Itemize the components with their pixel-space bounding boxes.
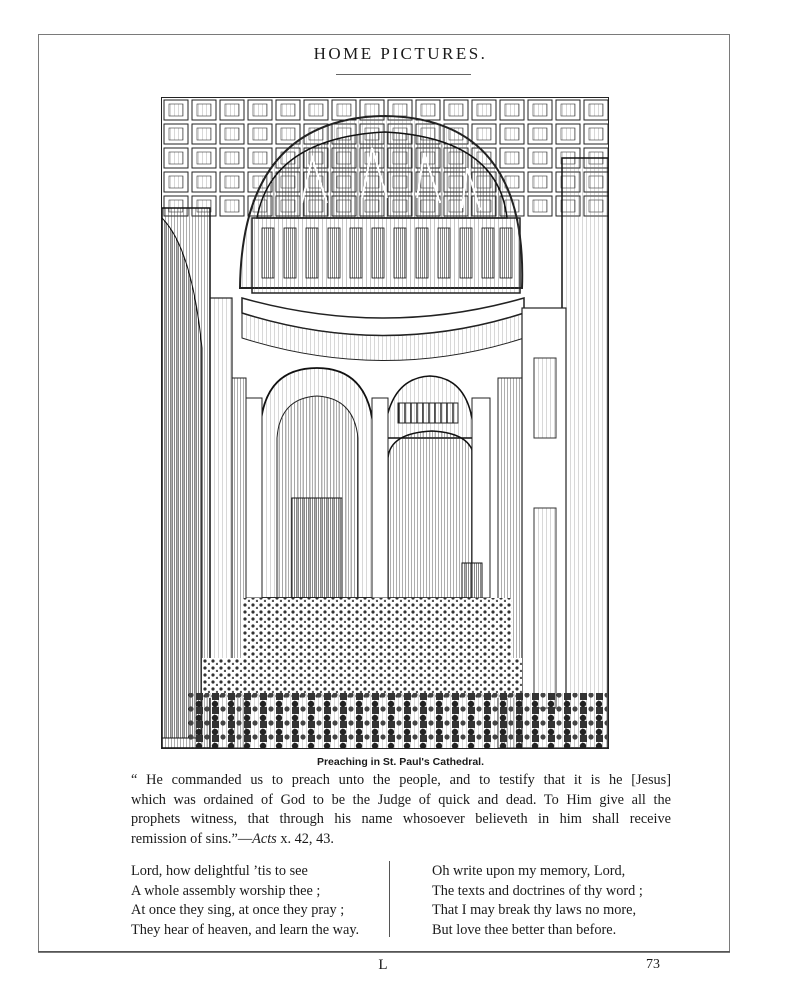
quote-line: which was ordained of God to be the Judge of quick and dead. To Him give all the (131, 791, 671, 808)
verse-line: A whole assembly worship thee ; (131, 882, 321, 899)
verse-line: Lord, how delightful ’tis to see (131, 863, 308, 879)
verse-stanza-left (131, 862, 381, 940)
quote-line: prophets witness, that through his name whosoever believeth in him shall receive (131, 811, 671, 827)
verse-line: That I may break thy laws no more, (432, 902, 637, 918)
verse-line: Oh write upon my memory, Lord, (432, 863, 626, 879)
header-rule (336, 74, 471, 75)
verse-line: But love thee better than before. (432, 921, 617, 938)
quote-line: “ He commanded us to preach unto the people, and to testify that it is he [Jesus] (131, 772, 671, 788)
dome (240, 116, 524, 361)
cathedral-engraving (161, 97, 609, 749)
nave-arches (246, 368, 490, 603)
illustration-caption: Preaching in St. Paul's Cathedral. (316, 756, 485, 768)
running-header: HOME PICTURES. (313, 44, 488, 63)
scripture-quote (131, 771, 671, 849)
verse-line: At once they sing, at once they pray ; (131, 902, 345, 918)
verse-stanza-right (432, 862, 672, 940)
signature-mark: L (378, 957, 388, 973)
verse-divider (389, 861, 390, 937)
quote-line-text: remission of sins.”— (131, 830, 253, 847)
footer-rule (38, 951, 730, 952)
verse-line: The texts and doctrines of thy word ; (432, 882, 643, 899)
scripture-reference-verses: x. 42, 43. (276, 830, 334, 847)
scripture-reference: Acts (252, 830, 277, 847)
verse-line: They hear of heaven, and learn the way. (131, 921, 360, 938)
quote-line-last (131, 830, 671, 850)
page-number: 73 (646, 957, 660, 972)
